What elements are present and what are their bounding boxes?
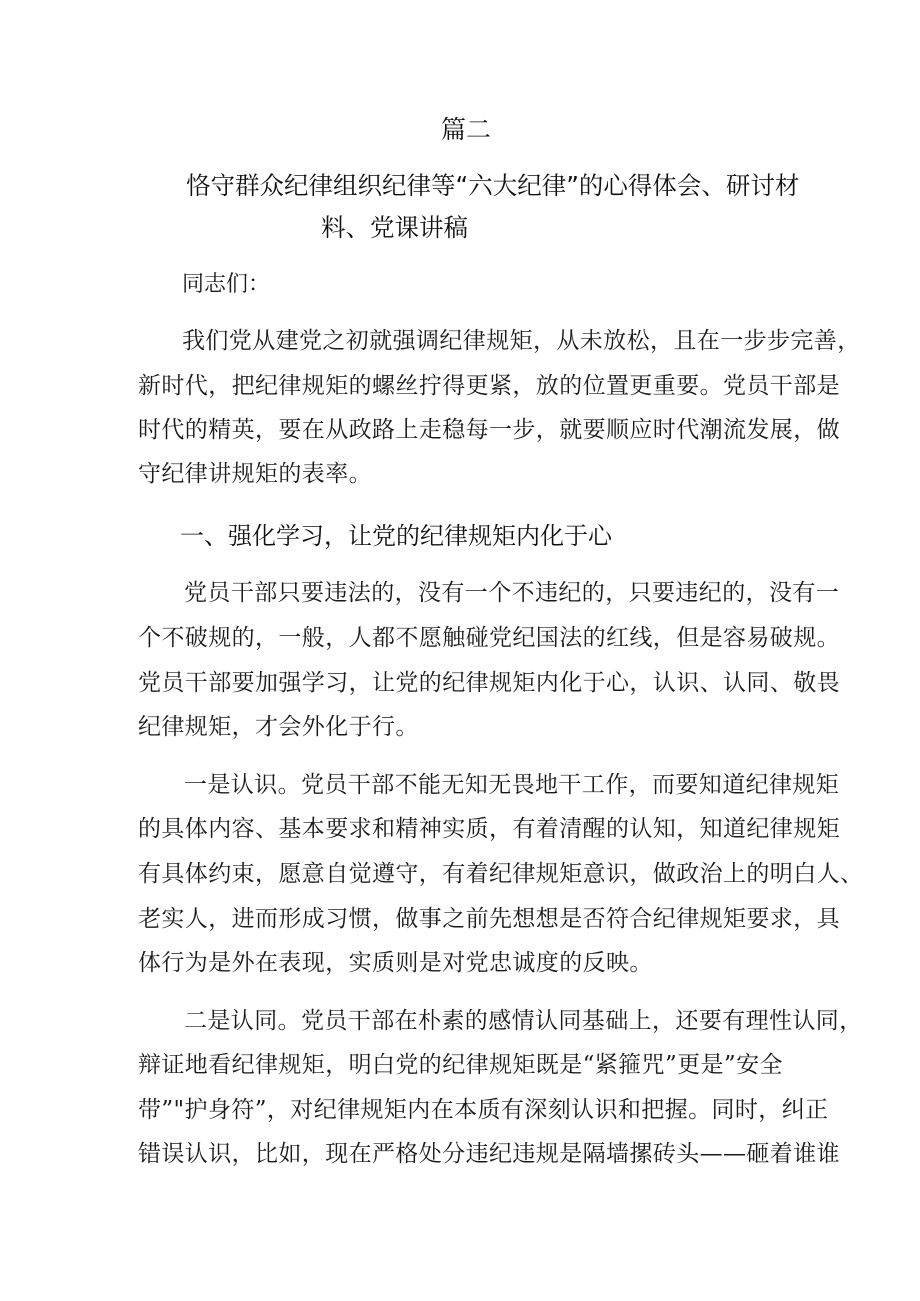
point2-line: 带”"护身符”，对纪律规矩内在本质有深刻认识和把握。同时，纠正 [138, 1097, 829, 1123]
point1-line: 老实人，进而形成习惯，做事之前先想想是否符合纪律规矩要求，具 [138, 906, 840, 932]
section1-line: 个不破规的，一般，人都不愿触碰党纪国法的红线，但是容易破规。 [138, 625, 840, 651]
greeting: 同志们： [182, 272, 271, 297]
document-title-line-1: 恪守群众纪律组织纪律等“六大纪律”的心得体会、研讨材 [186, 171, 800, 200]
section1-line: 党员干部只要违法的，没有一个不违纪的，只要违纪的，没有一 [184, 580, 840, 606]
point2-line: 辩证地看纪律规矩，明白党的纪律规矩既是“紧箍咒”更是”安全 [138, 1052, 783, 1078]
section-heading: 一、强化学习，让党的纪律规矩内化于心 [180, 522, 612, 550]
section1-line: 纪律规矩，才会外化于行。 [138, 714, 419, 740]
section1-line: 党员干部要加强学习，让党的纪律规矩内化于心，认识、认同、敬畏 [138, 670, 840, 696]
document-title-line-2: 料、党课讲稿 [321, 213, 468, 242]
intro-line: 时代的精英，要在从政路上走稳每一步，就要顺应时代潮流发展，做 [138, 417, 840, 443]
point1-line: 一是认识。党员干部不能无知无畏地干工作，而要知道纪律规矩 [184, 772, 840, 798]
point1-line: 的具体内容、基本要求和精神实质，有着清醒的认知，知道纪律规矩 [138, 816, 840, 842]
point1-line: 有具体约束，愿意自觉遵守，有着纪律规矩意识，做政治上的明白人、 [138, 861, 864, 887]
point2-line: 错误认识，比如，现在严格处分违纪违规是隔墙摞砖头——砸着谁谁 [138, 1141, 840, 1167]
intro-line: 守纪律讲规矩的表率。 [138, 461, 372, 487]
intro-line: 我们党从建党之初就强调纪律规矩，从未放松，且在一步步完善， [182, 328, 861, 354]
intro-line: 新时代，把纪律规矩的螺丝拧得更紧，放的位置更重要。党员干部是 [138, 373, 840, 399]
part-label: 篇二 [441, 115, 492, 144]
point2-line: 二是认同。党员干部在朴素的感情认同基础上，还要有理性认同， [184, 1008, 863, 1034]
point1-line: 体行为是外在表现，实质则是对党忠诚度的反映。 [138, 950, 653, 976]
